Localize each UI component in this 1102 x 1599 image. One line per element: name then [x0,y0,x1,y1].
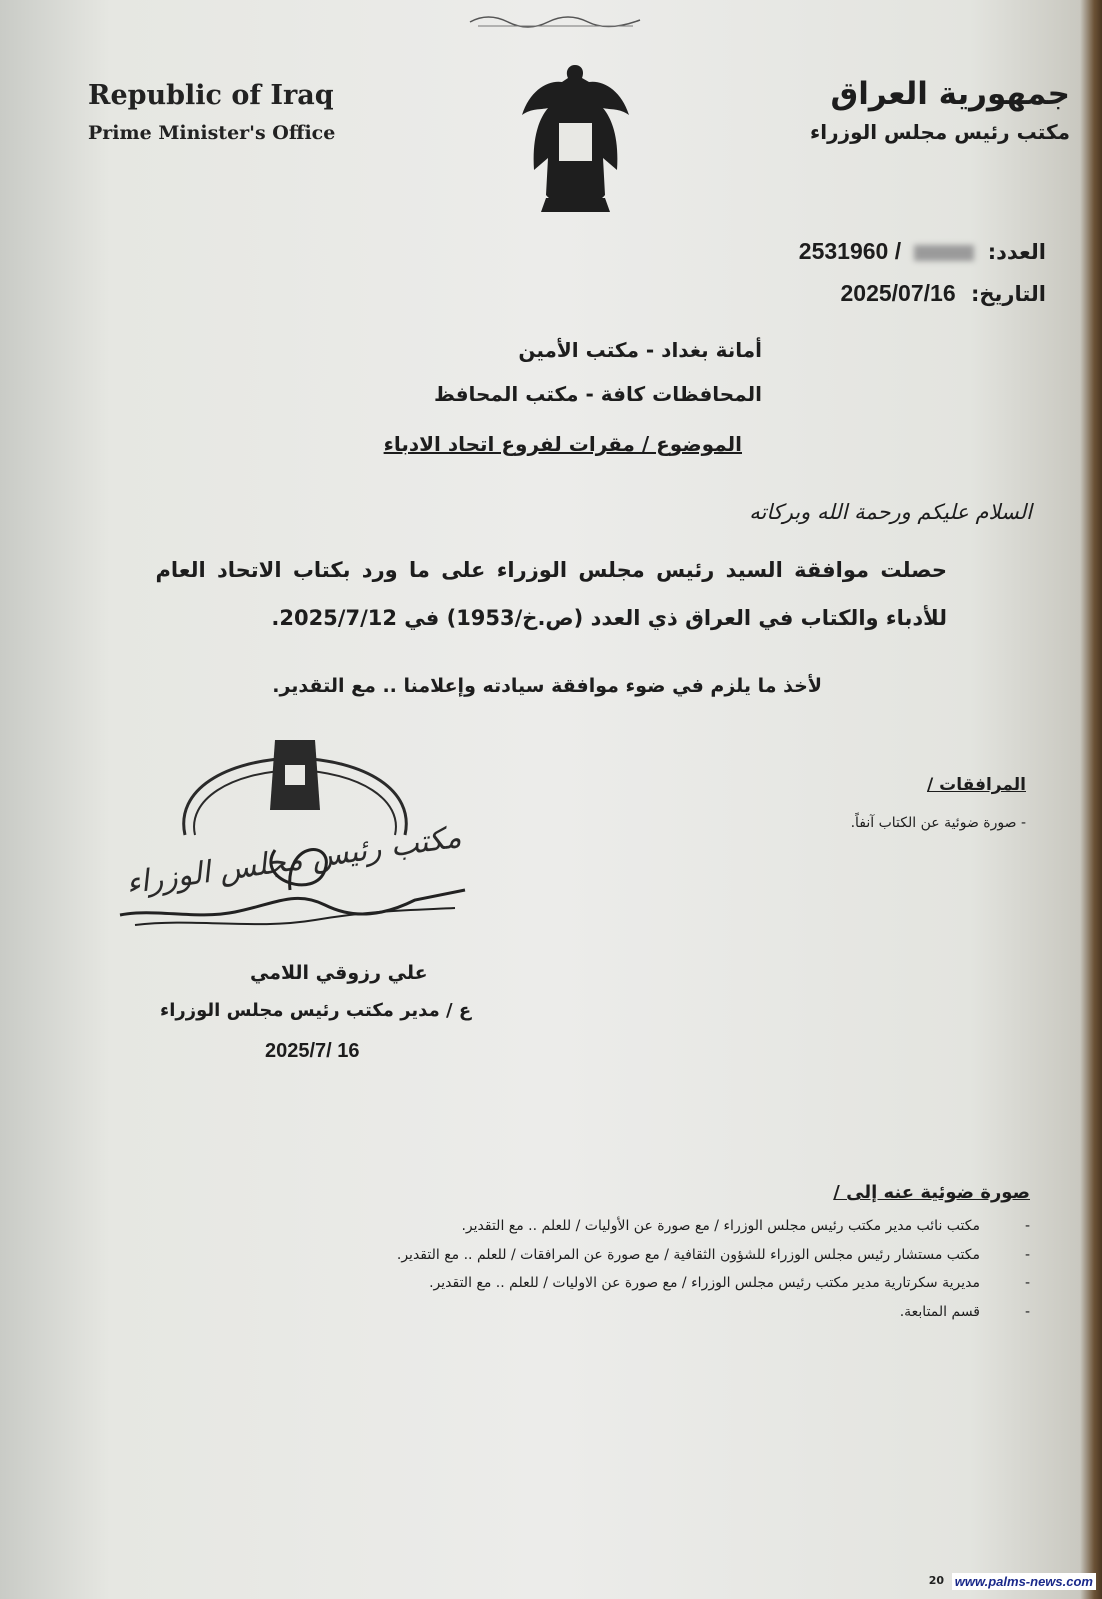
english-title: Republic of Iraq [88,80,334,111]
signatory-name: علي رزوقي اللامي [250,962,428,984]
copies-heading: صورة ضوئية عنه إلى / [833,1182,1030,1203]
official-stamp [115,740,480,950]
stamp-text: مكتب رئيس مجلس الوزراء [123,819,464,902]
attachments-item: - صورة ضوئية عن الكتاب آنفاً. [850,815,1026,831]
list-item: - مكتب مستشار رئيس مجلس الوزراء للشؤون الثقافية / مع صورة عن المرافقات / للعلم .. مع التقدير. [397,1241,1030,1270]
redacted-block [914,245,974,261]
list-item: - مكتب نائب مدير مكتب رئيس مجلس الوزراء / مع صورة عن الأوليات / للعلم .. مع التقدير. [397,1212,1030,1241]
list-item: - مديرية سكرتارية مدير مكتب رئيس مجلس الوزراء / مع صورة عن الاوليات / للعلم .. مع التقدير. [397,1269,1030,1298]
english-subtitle: Prime Minister's Office [88,122,336,144]
watermark: www.palms-news.com [952,1573,1096,1590]
footer-partial-text: 20 [928,1574,944,1587]
eagle-emblem-icon [518,60,633,220]
header-ornament [468,10,643,30]
reference-date-label: التاريخ: [970,282,1046,306]
reference-number [799,238,1046,265]
body-line: حصلت موافقة السيد رئيس مجلس الوزراء على ما ورد بكتاب الاتحاد العام [155,558,947,582]
reference-number-label: العدد: [987,240,1046,264]
reference-date [841,280,1047,307]
recipient-line: المحافظات كافة - مكتب المحافظ [434,382,762,406]
signature-date: 2025/7/ 16 [265,1040,360,1062]
reference-date-value: 2025/07/16 [840,280,956,306]
arabic-title: جمهورية العراق [830,76,1070,112]
copies-list [397,1212,1030,1326]
list-item: - قسم المتابعة. [397,1298,1030,1327]
subject-line: الموضوع / مقرات لفروع اتحاد الادباء [383,432,742,456]
arabic-subtitle: مكتب رئيس مجلس الوزراء [810,120,1070,144]
signatory-title: ع / مدير مكتب رئيس مجلس الوزراء [160,1000,472,1021]
greeting: السلام عليكم ورحمة الله وبركاته [749,500,1032,524]
body-line: لأخذ ما يلزم في ضوء موافقة سيادته وإعلامنا .. مع التقدير. [272,675,822,697]
recipient-line: أمانة بغداد - مكتب الأمين [518,338,762,362]
reference-number-value: 2531960 / [798,238,902,264]
body-line: للأدباء والكتاب في العراق ذي العدد (ص.خ/1953) في 2025/7/12. [271,606,947,630]
attachments-heading: المرافقات / [927,775,1026,795]
